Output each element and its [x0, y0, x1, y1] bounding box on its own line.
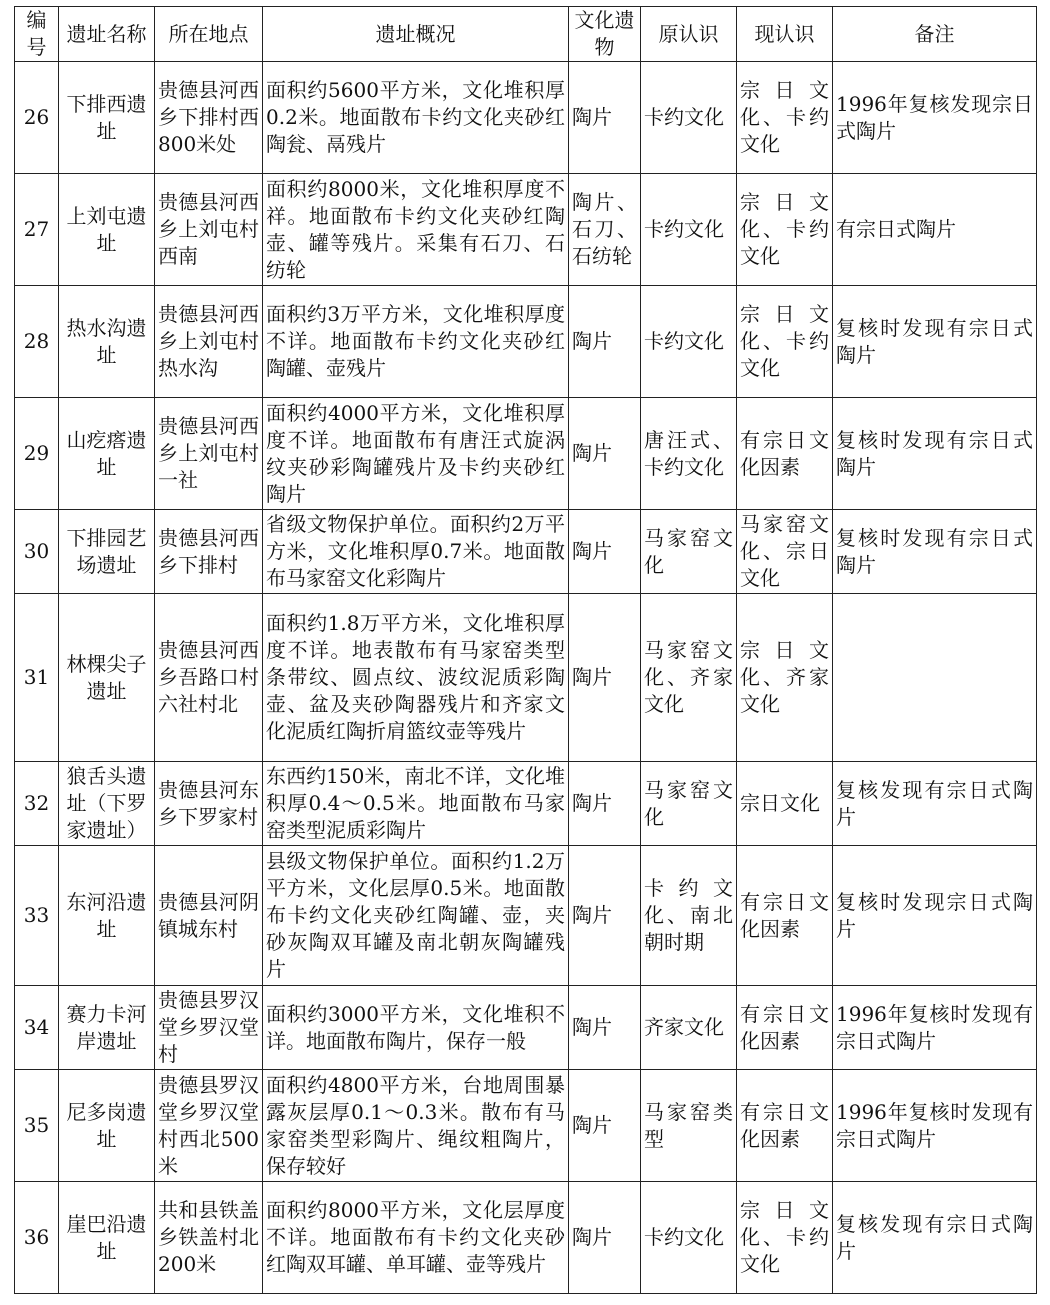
- cell-relics: 陶片: [569, 594, 641, 762]
- cell-description: 省级文物保护单位。面积约2万平方米，文化堆积厚0.7米。地面散布马家窑文化彩陶片: [263, 510, 569, 594]
- cell-location: 贵德县罗汉堂乡罗汉堂村西北500米: [155, 1070, 263, 1182]
- cell-description: 面积约1.8万平方米，文化堆积厚度不详。地表散布有马家窑类型条带纹、圆点纹、波纹泥质彩陶壶、盆及夹砂陶器残片和齐家文化泥质红陶折肩篮纹壶等残片: [263, 594, 569, 762]
- cell-relics: 陶片: [569, 986, 641, 1070]
- cell-location: 贵德县河西乡上刘屯村西南: [155, 174, 263, 286]
- table-row: [15, 62, 1037, 174]
- cell-description: 东西约150米，南北不详，文化堆积厚0.4～0.5米。地面散布马家窑类型泥质彩陶片: [263, 762, 569, 846]
- cell-current: 马家窑文化、宗日文化: [737, 510, 833, 594]
- cell-location: 贵德县河西乡下排村西800米处: [155, 62, 263, 174]
- cell-current: 宗日文化、卡约文化: [737, 174, 833, 286]
- cell-num: 29: [15, 398, 59, 510]
- cell-notes: 1996年复核时发现有宗日式陶片: [833, 1070, 1037, 1182]
- cell-location: 贵德县河西乡吾路口村六社村北: [155, 594, 263, 762]
- cell-notes: [833, 594, 1037, 762]
- cell-name: 赛力卡河岸遗址: [59, 986, 155, 1070]
- cell-description: 面积约5600平方米，文化堆积厚0.2米。地面散布卡约文化夹砂红陶瓮、鬲残片: [263, 62, 569, 174]
- cell-location: 贵德县河西乡上刘屯村一社: [155, 398, 263, 510]
- cell-current: 宗日文化、卡约文化: [737, 62, 833, 174]
- cell-description: 面积约4800平方米，台地周围暴露灰层厚0.1～0.3米。散布有马家窑类型彩陶片、绳纹粗陶片，保存较好: [263, 1070, 569, 1182]
- cell-relics: 陶片: [569, 762, 641, 846]
- cell-original: 卡约文化: [641, 286, 737, 398]
- cell-relics: 陶片: [569, 398, 641, 510]
- table-row: [15, 594, 1037, 762]
- table-row: [15, 1070, 1037, 1182]
- cell-notes: 复核发现有宗日式陶片: [833, 1182, 1037, 1294]
- cell-num: 33: [15, 846, 59, 986]
- header-original: 原认识: [641, 7, 737, 62]
- cell-name: 崖巴沿遗址: [59, 1182, 155, 1294]
- header-relics: 文化遗物: [569, 7, 641, 62]
- cell-current: 有宗日文化因素: [737, 1070, 833, 1182]
- cell-relics: 陶片: [569, 846, 641, 986]
- table-header-row: [15, 7, 1037, 62]
- table-row: [15, 846, 1037, 986]
- cell-relics: 陶片: [569, 1070, 641, 1182]
- cell-name: 上刘屯遗址: [59, 174, 155, 286]
- cell-notes: 1996年复核时发现有宗日式陶片: [833, 986, 1037, 1070]
- cell-num: 36: [15, 1182, 59, 1294]
- sites-table: [14, 6, 1037, 1294]
- cell-notes: 复核时发现有宗日式陶片: [833, 510, 1037, 594]
- cell-num: 30: [15, 510, 59, 594]
- cell-original: 马家窑文化、齐家文化: [641, 594, 737, 762]
- header-num: 编号: [15, 7, 59, 62]
- cell-current: 宗日文化、卡约文化: [737, 286, 833, 398]
- header-name: 遗址名称: [59, 7, 155, 62]
- table-row: [15, 174, 1037, 286]
- cell-current: 宗日文化、齐家文化: [737, 594, 833, 762]
- cell-name: 下排园艺场遗址: [59, 510, 155, 594]
- cell-name: 下排西遗址: [59, 62, 155, 174]
- cell-num: 28: [15, 286, 59, 398]
- cell-current: 有宗日文化因素: [737, 846, 833, 986]
- cell-num: 31: [15, 594, 59, 762]
- cell-notes: 复核时发现有宗日式陶片: [833, 398, 1037, 510]
- cell-num: 34: [15, 986, 59, 1070]
- cell-current: 宗日文化、卡约文化: [737, 1182, 833, 1294]
- table-row: [15, 762, 1037, 846]
- table-row: [15, 286, 1037, 398]
- cell-description: 县级文物保护单位。面积约1.2万平方米，文化层厚0.5米。地面散布卡约文化夹砂红陶罐、壶，夹砂灰陶双耳罐及南北朝灰陶罐残片: [263, 846, 569, 986]
- cell-notes: 复核发现有宗日式陶片: [833, 762, 1037, 846]
- header-location: 所在地点: [155, 7, 263, 62]
- cell-original: 马家窑文化: [641, 510, 737, 594]
- cell-original: 卡约文化: [641, 62, 737, 174]
- cell-num: 35: [15, 1070, 59, 1182]
- cell-location: 贵德县河西乡上刘屯村热水沟: [155, 286, 263, 398]
- cell-name: 热水沟遗址: [59, 286, 155, 398]
- table-row: [15, 986, 1037, 1070]
- cell-description: 面积约4000平方米，文化堆积厚度不详。地面散布有唐汪式旋涡纹夹砂彩陶罐残片及卡约夹砂红陶片: [263, 398, 569, 510]
- cell-location: 贵德县罗汉堂乡罗汉堂村: [155, 986, 263, 1070]
- cell-relics: 陶片: [569, 286, 641, 398]
- cell-name: 狼舌头遗址（下罗家遗址）: [59, 762, 155, 846]
- cell-location: 贵德县河西乡下排村: [155, 510, 263, 594]
- cell-num: 32: [15, 762, 59, 846]
- cell-original: 马家窑文化: [641, 762, 737, 846]
- cell-original: 齐家文化: [641, 986, 737, 1070]
- table-row: [15, 398, 1037, 510]
- cell-description: 面积约8000米，文化堆积厚度不祥。地面散布卡约文化夹砂红陶壶、罐等残片。采集有石刀、石纺轮: [263, 174, 569, 286]
- cell-num: 26: [15, 62, 59, 174]
- cell-relics: 陶片: [569, 1182, 641, 1294]
- cell-name: 尼多岗遗址: [59, 1070, 155, 1182]
- cell-name: 东河沿遗址: [59, 846, 155, 986]
- cell-description: 面积约3万平方米，文化堆积厚度不详。地面散布卡约文化夹砂红陶罐、壶残片: [263, 286, 569, 398]
- table-row: [15, 510, 1037, 594]
- cell-original: 唐汪式、卡约文化: [641, 398, 737, 510]
- cell-relics: 陶片、石刀、石纺轮: [569, 174, 641, 286]
- cell-notes: 复核时发现有宗日式陶片: [833, 286, 1037, 398]
- table-row: [15, 1182, 1037, 1294]
- cell-num: 27: [15, 174, 59, 286]
- cell-name: 林棵尖子遗址: [59, 594, 155, 762]
- header-notes: 备注: [833, 7, 1037, 62]
- cell-relics: 陶片: [569, 510, 641, 594]
- cell-current: 宗日文化: [737, 762, 833, 846]
- cell-name: 山疙瘩遗址: [59, 398, 155, 510]
- cell-current: 有宗日文化因素: [737, 398, 833, 510]
- cell-location: 贵德县河阴镇城东村: [155, 846, 263, 986]
- cell-notes: 复核时发现宗日式陶片: [833, 846, 1037, 986]
- cell-notes: 1996年复核发现宗日式陶片: [833, 62, 1037, 174]
- cell-location: 贵德县河东乡下罗家村: [155, 762, 263, 846]
- cell-location: 共和县铁盖乡铁盖村北200米: [155, 1182, 263, 1294]
- cell-original: 马家窑类型: [641, 1070, 737, 1182]
- cell-description: 面积约8000平方米，文化层厚度不详。地面散布有卡约文化夹砂红陶双耳罐、单耳罐、壶等残片: [263, 1182, 569, 1294]
- cell-notes: 有宗日式陶片: [833, 174, 1037, 286]
- cell-original: 卡约文化: [641, 174, 737, 286]
- header-description: 遗址概况: [263, 7, 569, 62]
- header-current: 现认识: [737, 7, 833, 62]
- cell-original: 卡约文化: [641, 1182, 737, 1294]
- cell-relics: 陶片: [569, 62, 641, 174]
- cell-original: 卡约文化、南北朝时期: [641, 846, 737, 986]
- cell-current: 有宗日文化因素: [737, 986, 833, 1070]
- cell-description: 面积约3000平方米，文化堆积不详。地面散布陶片，保存一般: [263, 986, 569, 1070]
